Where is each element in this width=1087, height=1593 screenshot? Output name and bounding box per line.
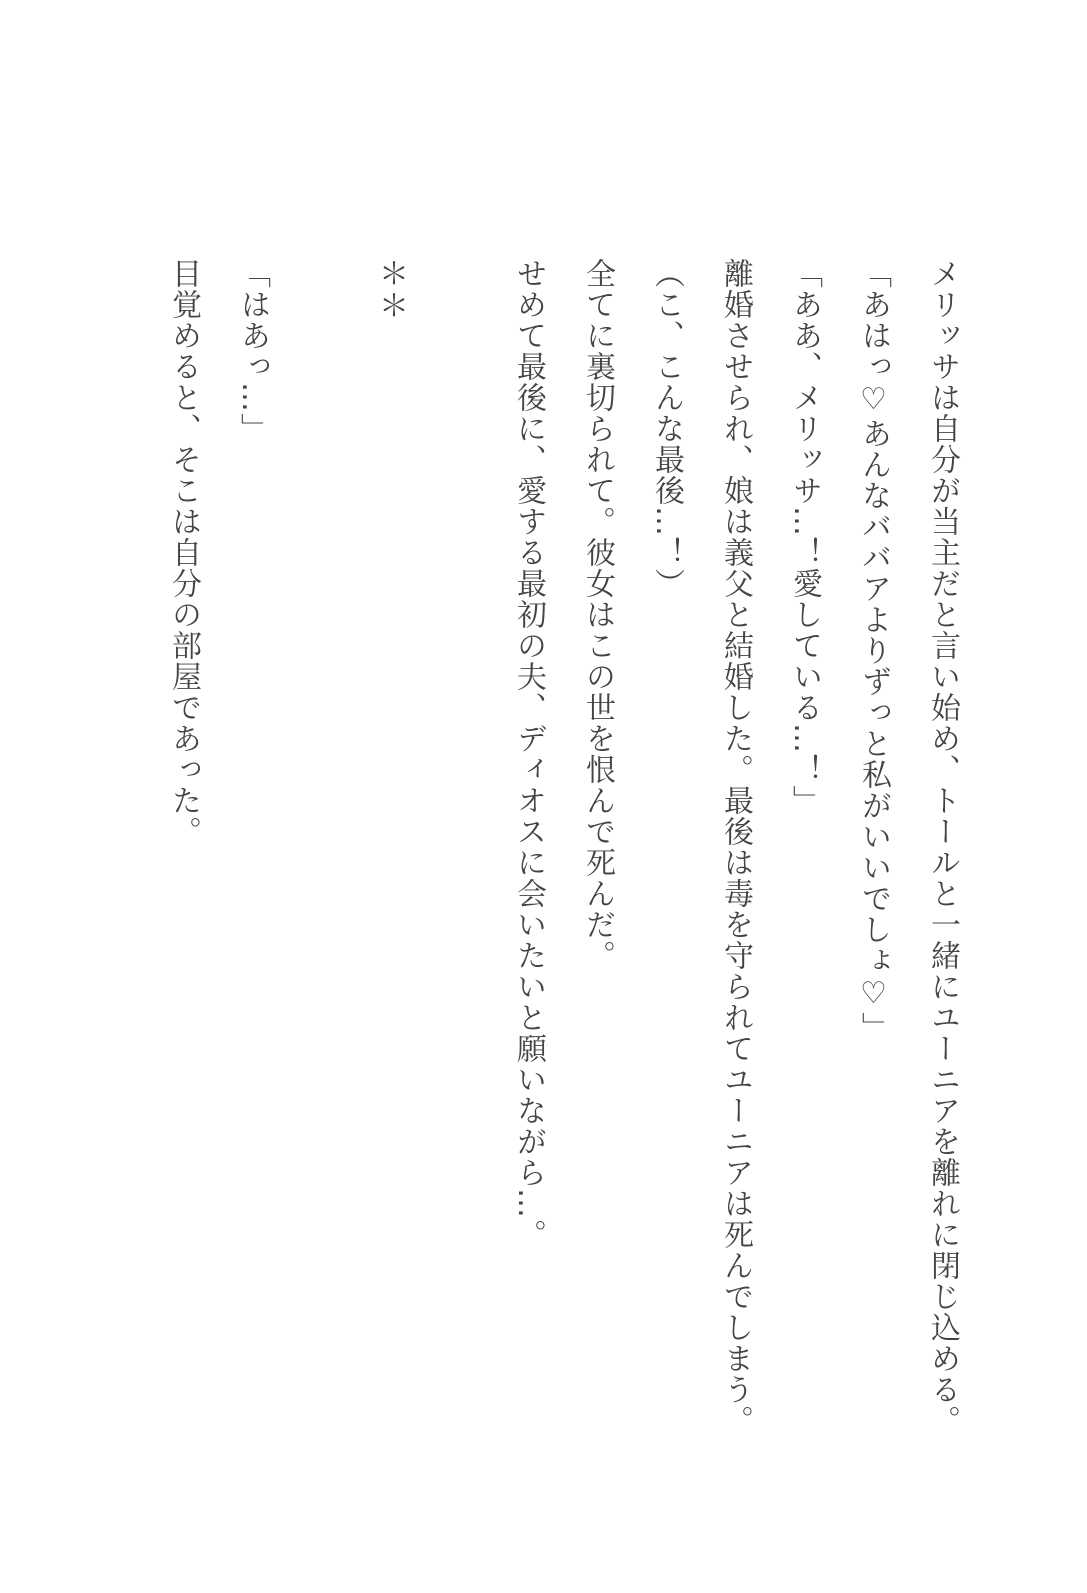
dialogue-line: 「ああ、メリッサ…！愛している…！」: [787, 258, 822, 816]
narration-line: せめて最後に、愛する最初の夫、ディオスに会いたいと願いながら…。: [511, 258, 546, 1250]
vertical-text-body: [149, 258, 977, 1436]
narration-line: 全てに裏切られて。彼女はこの世を恨んで死んだ。: [580, 258, 615, 971]
dialogue-line: 「はあっ…」: [235, 258, 270, 444]
narration-line: 離婚させられ、娘は義父と結婚した。最後は毒を守られてユーニアは死んでしまう。: [718, 258, 753, 1436]
scene-break: ＊＊: [373, 258, 408, 322]
thought-line: （こ、こんな最後…！）: [649, 258, 684, 599]
blank-line: [287, 258, 356, 1298]
narration-line: メリッサは自分が当主だと言い始め、トールと一緒にユーニアを離れに閉じ込める。: [925, 258, 960, 1436]
dialogue-line: 「あはっ♡あんなババアよりずっと私がいいでしょ♡」: [856, 258, 891, 1043]
narration-line: 目覚めると、そこは自分の部屋であった。: [166, 258, 201, 847]
blank-line: [425, 258, 494, 1298]
